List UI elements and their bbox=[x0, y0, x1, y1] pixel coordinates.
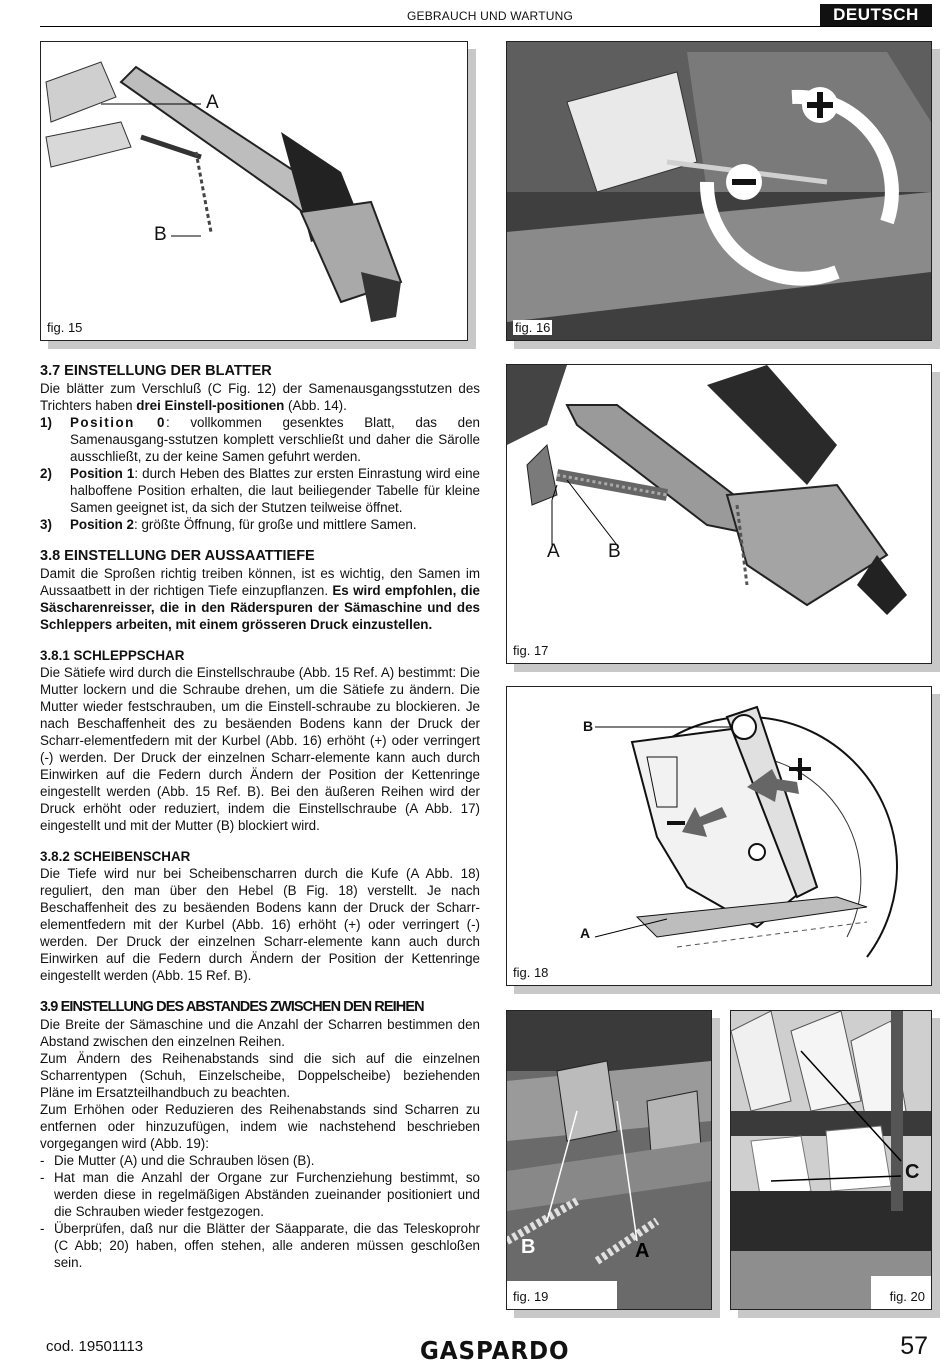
fig17-label-b: B bbox=[608, 541, 621, 562]
document-code: cod. 19501113 bbox=[46, 1338, 144, 1355]
figure-20 bbox=[730, 1010, 932, 1310]
s37-item-1-text: : vollkommen gesenktes Blatt, das den Samenausgang-sstutzen komplett verschließt und daher die Särolle ausschließt, zu der keine Samen gefuhrt werden. bbox=[70, 415, 480, 464]
s39-dash-2-text: Hat man die Anzahl der Organe zur Furchenziehung bestimmt, so werden diese in regelmäßigen Abständen zueinander positioniert und die Schrauben wieder festgezogen. bbox=[54, 1170, 480, 1219]
section-3-8-2-text: Die Tiefe wird nur bei Scheibenscharren durch die Kufe (A Abb. 18) reguliert, den man über den Hebel (B Fig. 18) verstellt. Je nach Beschaffenheit des zu besäenden Bodens kann der Druck der Scharr-elementfedern mit der Kurbel (Abb. 16) erhöht (+) oder verringert (-) werden. Der Druck der einzelnen Scharr-elemente kann auch durch Einwirken auf die Federn durch Ändern der Position der Kettenringe eingestellt werden (Abb. 15 Ref. B). bbox=[40, 866, 480, 983]
s38-text-a: Damit die Sproßen richtig treiben können, ist es wichtig, den Samen im Aussaatbett in der richtigen Tiefe einzupflanzen. bbox=[40, 566, 480, 598]
fig15-caption: fig. 15 bbox=[47, 320, 83, 335]
section-3-8-1-text: Die Sätiefe wird durch die Einstellschraube (Abb. 15 Ref. A) bestimmt: Die Mutter lockern und die Schraube drehen, um die Sätiefe zu ändern. Die Mutter wieder festschrauben, um die Einstell-schraube zu blockieren. Je nach Beschaffenheit des zu besäenden Bodens kann der Druck der Scharr-elementfedern mit der Kurbel (Abb. 16) erhöht (+) oder verringert (-) werden. Der Druck der einzelnen Scharr-elemente kann auch durch Einwirken auf die Federn durch Ändern der Position der Kettenringe eingestellt werden (Abb. 15 Ref. B). Bei den äußeren Reihen wird der Druck erhöht oder reduziert, indem die Einstellschraube (A Abb. 17) eingestellt und mit der Mutter (B) blockiert wird. bbox=[40, 665, 480, 833]
figure-16-drawing bbox=[507, 42, 931, 340]
header-rule bbox=[40, 26, 932, 27]
section-3-9-p3: Zum Erhöhen oder Reduzieren des Reihenabstands sind Scharren zu entfernen oder hinzuzufügen, indem wie nachstehend beschrieben vorgegangen wird (Abb. 19): bbox=[40, 1102, 480, 1151]
fig16-caption: fig. 16 bbox=[515, 320, 551, 335]
page-number: 57 bbox=[900, 1332, 928, 1360]
figure-16 bbox=[506, 41, 932, 341]
s37-item-3 bbox=[40, 516, 480, 533]
s37-item-3-bold: Position 2 bbox=[70, 517, 134, 532]
fig20-caption: fig. 20 bbox=[889, 1289, 925, 1304]
s37-intro-a: Die blätter zum Verschluß (C Fig. 12) der Samenausgangsstutzen des Trichters haben bbox=[40, 381, 480, 413]
s39-dash-1-text: Die Mutter (A) und die Schrauben lösen (B). bbox=[54, 1153, 315, 1168]
fig19-label-b: B bbox=[521, 1236, 536, 1258]
section-3-7-intro bbox=[40, 380, 480, 414]
s39-dash-3 bbox=[40, 1220, 480, 1271]
fig19-label-a: A bbox=[635, 1240, 650, 1262]
s39-dash-2 bbox=[40, 1169, 480, 1220]
spacer bbox=[40, 633, 480, 647]
spacer bbox=[40, 984, 480, 998]
fig19-caption: fig. 19 bbox=[513, 1289, 549, 1304]
s37-intro-b: drei Einstell-positionen bbox=[136, 398, 285, 413]
fig20-label-c: C bbox=[905, 1161, 920, 1183]
brand-logo: GASPARDO bbox=[420, 1336, 570, 1365]
s37-item-1-bold: Position 0 bbox=[70, 415, 166, 430]
section-3-8-1-title: 3.8.1 SCHLEPPSCHAR bbox=[40, 648, 185, 663]
s37-item-3-text: : größte Öffnung, für große und mittlere Samen. bbox=[134, 517, 417, 532]
figure-19 bbox=[506, 1010, 712, 1310]
fig17-label-a: A bbox=[547, 541, 560, 562]
s37-item-2-text: : durch Heben des Blattes zur ersten Einrastung wird eine halboffene Position erhalten, die laut beiliegender Tabelle für kleine Samen geeignet ist, da sich der Stutzen teilweise öffnet. bbox=[70, 466, 480, 515]
language-badge: DEUTSCH bbox=[820, 4, 932, 26]
s39-dash-1 bbox=[40, 1152, 480, 1169]
s37-item-1 bbox=[40, 414, 480, 465]
section-3-8-2-title: 3.8.2 SCHEIBENSCHAR bbox=[40, 849, 191, 864]
figure-17-drawing bbox=[507, 365, 931, 663]
spacer bbox=[40, 533, 480, 547]
section-3-8-text bbox=[40, 565, 480, 633]
section-3-9-p2: Zum Ändern des Reihenabstands sind die sich auf die einzelnen Scharrentypen (Schuh, Einzelscheibe, Doppelscheibe) beziehenden Pläne im Ersatzteilhandbuch zu beachten. bbox=[40, 1051, 480, 1100]
figure-17 bbox=[506, 364, 932, 664]
fig18-caption: fig. 18 bbox=[513, 965, 549, 980]
fig15-label-a: A bbox=[206, 92, 219, 113]
s37-item-2-num: 2) bbox=[40, 466, 52, 481]
s37-item-2 bbox=[40, 465, 480, 516]
figure-19-drawing bbox=[507, 1011, 711, 1309]
figure-15-drawing bbox=[41, 42, 467, 340]
section-3-7-title: 3.7 EINSTELLUNG DER BLATTER bbox=[40, 363, 272, 379]
section-3-8-title: 3.8 EINSTELLUNG DER AUSSAATTIEFE bbox=[40, 548, 315, 564]
section-3-9-p1: Die Breite der Sämaschine und die Anzahl der Scharren bestimmen den Abstand zwischen den einzelnen Reihen. bbox=[40, 1017, 480, 1049]
figure-18 bbox=[506, 686, 932, 986]
figure-20-drawing bbox=[731, 1011, 931, 1309]
fig18-label-a: A bbox=[580, 925, 591, 941]
figure-15 bbox=[40, 41, 468, 341]
fig15-label-b: B bbox=[154, 224, 167, 245]
fig17-caption: fig. 17 bbox=[513, 643, 549, 658]
s37-item-2-bold: Position 1 bbox=[70, 466, 135, 481]
fig18-label-b: B bbox=[583, 718, 594, 734]
dash-mark: - bbox=[40, 1170, 45, 1185]
s37-item-1-num: 1) bbox=[40, 415, 52, 430]
header-section-title: GEBRAUCH UND WARTUNG bbox=[406, 9, 573, 23]
dash-mark: - bbox=[40, 1153, 45, 1168]
s37-intro-c: (Abb. 14). bbox=[284, 398, 347, 413]
s38-text-b: Es wird empfohlen, die Säscharenreisser, die in den Räderspuren der Sämaschine und des Schleppers arbeiten, mit einem grösseren Druck einzustellen. bbox=[40, 583, 480, 632]
figure-18-drawing bbox=[507, 687, 931, 985]
section-3-9-title: 3.9 EINSTELLUNG DES ABSTANDES ZWISCHEN DEN REIHEN bbox=[40, 999, 424, 1015]
spacer bbox=[40, 834, 480, 848]
dash-mark: - bbox=[40, 1221, 45, 1236]
s39-dash-3-text: Überprüfen, daß nur die Blätter der Säapparate, die das Teleskoprohr (C Abb; 20) haben, offen stehen, alle anderen müssen geschloßen sein. bbox=[54, 1221, 480, 1270]
text-column bbox=[40, 362, 480, 1271]
s37-item-3-num: 3) bbox=[40, 517, 52, 532]
